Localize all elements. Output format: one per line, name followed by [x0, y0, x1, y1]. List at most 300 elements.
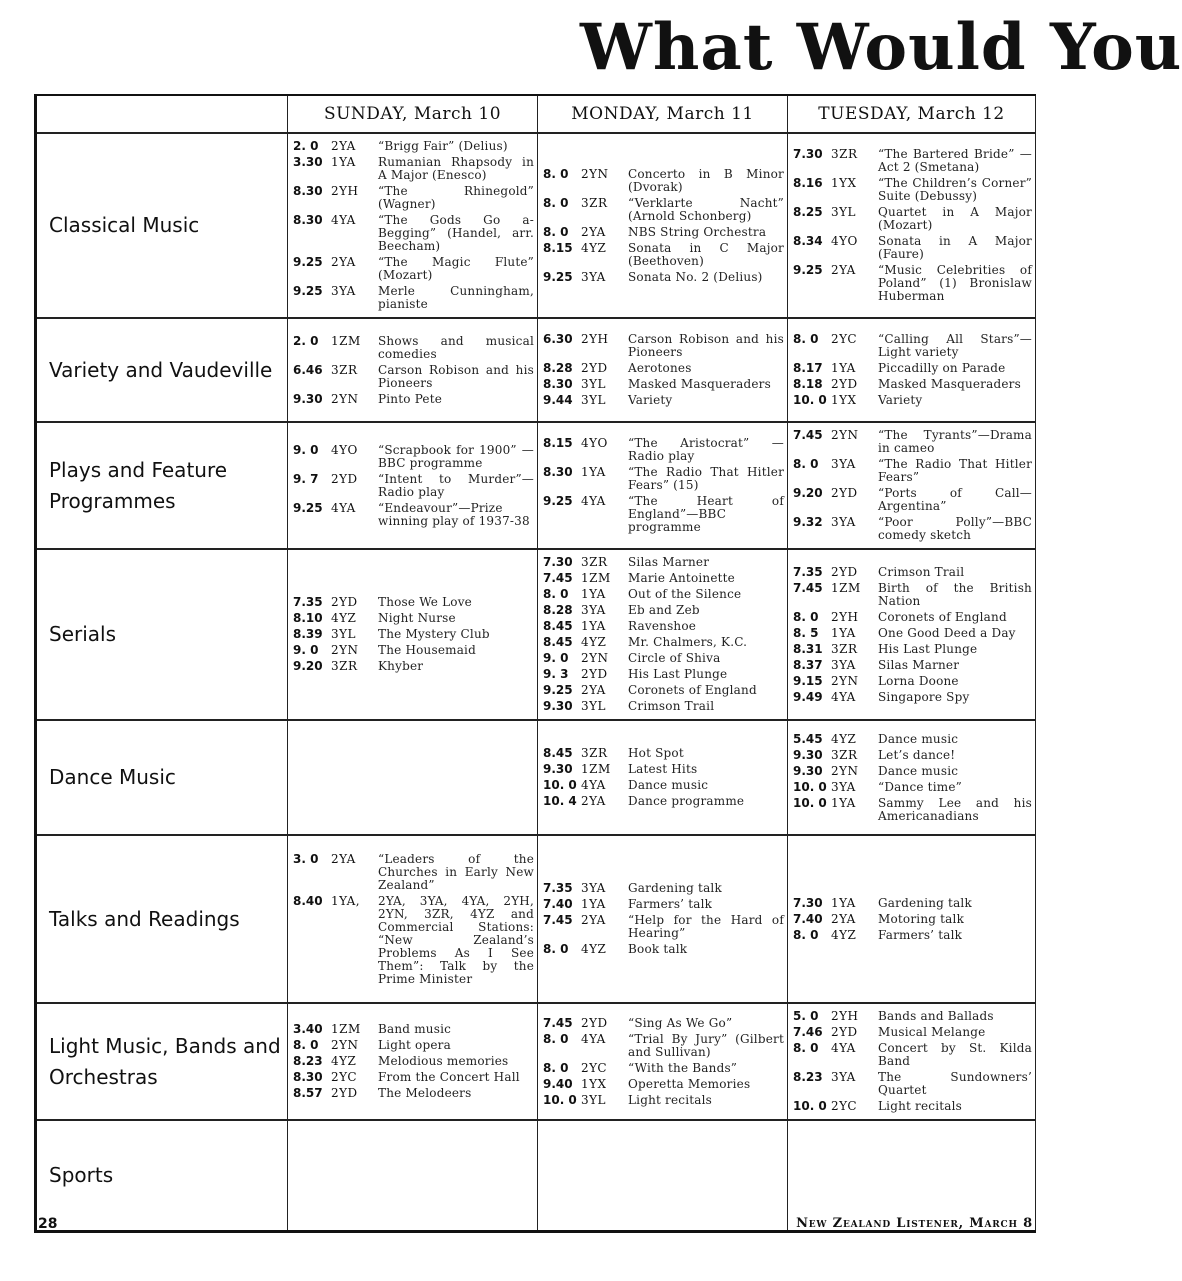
entry-time: 8. 0 [543, 224, 569, 239]
entry-programme: “Leaders of the Churches in Early New Zealand” [378, 851, 534, 892]
entry-programme: Marie Antoinette [628, 571, 735, 585]
entry-programme: Masked Masqueraders [628, 377, 771, 391]
entry-programme: The Melodeers [378, 1086, 472, 1100]
programme-entry [293, 1055, 534, 1068]
entry-station: 1ZM [581, 762, 611, 776]
programme-grid [34, 94, 1036, 1233]
entry-programme: “The Tyrants”—Drama in cameo [878, 428, 1032, 455]
entry-time: 9.15 [793, 673, 823, 688]
entry-time: 10. 0 [793, 795, 827, 810]
day-cell-monday [538, 422, 788, 549]
category-label: Dance Music [36, 720, 288, 835]
entry-station: 3YL [581, 393, 607, 407]
programme-entry [543, 556, 784, 569]
programme-entry [793, 394, 1032, 407]
entry-station: 4YO [581, 436, 608, 450]
entry-station: 2YC [581, 1060, 608, 1075]
day-cell-monday [538, 720, 788, 835]
entry-programme: “The Magic Flute” (Mozart) [378, 255, 534, 282]
entry-time: 3.40 [293, 1022, 323, 1036]
entry-station: 3YA [831, 457, 856, 471]
entry-programme: The Sundowners’ Quartet [878, 1070, 1032, 1097]
programme-entry [543, 271, 784, 284]
entry-time: 8.40 [293, 893, 323, 908]
entry-programme: Bands and Ballads [878, 1009, 994, 1023]
entry-station: 1YA [831, 361, 856, 375]
programme-entry [543, 242, 784, 268]
entry-station: 1YA [831, 625, 856, 640]
programme-entry [543, 779, 784, 792]
day-cell-sunday [288, 1003, 538, 1120]
programme-entry [793, 566, 1032, 579]
page-title: What Would You [580, 10, 1182, 85]
entry-programme: Dance music [628, 778, 709, 792]
entry-station: 4YZ [581, 240, 607, 255]
entry-time: 8.39 [293, 627, 323, 641]
programme-entry [793, 1042, 1032, 1068]
entry-station: 1ZM [331, 333, 361, 348]
day-cell-sunday [288, 1120, 538, 1231]
entry-time: 10. 0 [543, 1092, 577, 1107]
entry-station: 2YA [331, 851, 356, 866]
entry-time: 7.46 [793, 1025, 823, 1039]
entry-time: 7.45 [793, 580, 823, 595]
programme-entry [293, 1039, 534, 1052]
entry-programme: Let’s dance! [878, 747, 956, 762]
day-cell-tuesday [788, 549, 1036, 720]
programme-entry [293, 444, 534, 470]
entry-time: 6.46 [293, 362, 323, 377]
category-row [36, 1120, 1036, 1231]
entry-time: 8.23 [793, 1070, 823, 1084]
entry-time: 8.34 [793, 234, 823, 248]
entry-programme: Musical Melange [878, 1025, 986, 1039]
entry-station: 2YA [581, 683, 606, 697]
programme-entry [543, 620, 784, 633]
entry-programme: Carson Robison and his Pioneers [628, 332, 784, 359]
entry-time: 9.25 [293, 255, 323, 269]
entry-station: 2YA [581, 224, 606, 239]
entry-station: 2YD [831, 377, 858, 391]
entry-station: 3ZR [331, 362, 358, 377]
entry-programme: Piccadilly on Parade [878, 361, 1006, 375]
programme-entry [543, 1017, 784, 1030]
programme-entry [793, 675, 1032, 688]
entry-station: 2YN [331, 391, 359, 406]
entry-programme: Pinto Pete [378, 391, 443, 406]
entry-programme: Rumanian Rhapsody in A Major (Enesco) [378, 155, 534, 182]
entry-time: 8.30 [293, 213, 323, 227]
entry-time: 9.49 [793, 689, 823, 704]
programme-entry [793, 582, 1032, 608]
programme-entry [293, 156, 534, 182]
entry-time: 8.45 [543, 619, 573, 633]
entry-station: 2YC [831, 332, 858, 346]
entry-programme: “Endeavour”—Prize winning play of 1937-38 [378, 500, 530, 528]
entry-station: 1YX [831, 176, 857, 190]
day-cell-tuesday [788, 133, 1036, 318]
day-cell-sunday [288, 422, 538, 549]
category-row [36, 835, 1036, 1003]
entry-time: 7.30 [793, 895, 823, 910]
entry-station: 1YA [581, 465, 606, 479]
entry-station: 2YH [831, 1009, 859, 1023]
entry-time: 8.31 [793, 641, 823, 656]
programme-entry [543, 437, 784, 463]
entry-station: 2YA [331, 139, 356, 153]
entry-station: 1YA [831, 795, 856, 810]
entry-time: 3. 0 [293, 851, 319, 866]
category-row [36, 720, 1036, 835]
programme-entry [793, 378, 1032, 391]
entry-programme: Silas Marner [878, 657, 960, 672]
programme-entry [293, 393, 534, 406]
entry-time: 9. 0 [293, 442, 319, 457]
entry-station: 4YO [331, 442, 358, 457]
entry-station: 1YA [581, 619, 606, 633]
category-row [36, 422, 1036, 549]
entry-time: 9.30 [543, 699, 573, 713]
entry-station: 2YD [331, 471, 358, 486]
publication-line: New Zealand Listener, March 8 [796, 1216, 1033, 1231]
entry-programme: “The Radio That Hitler Fears” (15) [628, 465, 784, 492]
programme-entry [793, 516, 1032, 542]
programme-entry [793, 781, 1032, 794]
category-label: Serials [36, 549, 288, 720]
entry-station: 2YA [331, 255, 356, 269]
entry-station: 3YA [581, 603, 606, 617]
entry-time: 10. 0 [793, 1099, 827, 1113]
entry-time: 9.25 [293, 284, 323, 298]
entry-programme: Coronets of England [628, 683, 757, 697]
programme-entry [543, 588, 784, 601]
programme-entry [293, 214, 534, 253]
programme-entry [543, 700, 784, 713]
entry-time: 8.57 [293, 1086, 323, 1100]
entry-station: 4YZ [581, 942, 607, 956]
programme-entry [293, 628, 534, 641]
entry-time: 8.28 [543, 361, 573, 375]
entry-programme: “Music Celebrities of Poland” (1) Bronislaw Huberman [878, 263, 1032, 303]
day-cell-monday [538, 1120, 788, 1231]
entry-station: 2YD [831, 564, 858, 579]
entry-station: 2YN [831, 673, 859, 688]
entry-programme: “The Children’s Corner” Suite (Debussy) [878, 176, 1032, 203]
programme-entry [543, 1094, 784, 1107]
programme-entry [543, 898, 784, 911]
entry-time: 6.30 [543, 332, 573, 346]
category-label: Classical Music [36, 133, 288, 318]
programme-entry [543, 168, 784, 194]
programme-entry [293, 256, 534, 282]
entry-programme: Dance programme [628, 794, 745, 808]
entry-station: 4YZ [831, 731, 857, 746]
entry-station: 3YL [581, 377, 607, 391]
category-label: Plays and Feature Programmes [36, 422, 288, 549]
entry-station: 4YA [831, 689, 856, 704]
category-row [36, 318, 1036, 422]
day-cell-sunday [288, 133, 538, 318]
entry-time: 8. 0 [793, 609, 819, 624]
entry-programme: Shows and musical comedies [378, 333, 534, 361]
entry-station: 3ZR [831, 641, 858, 656]
programme-entry [793, 929, 1032, 942]
entry-time: 8. 0 [793, 332, 819, 346]
programme-entry [543, 1078, 784, 1091]
column-header-tuesday: TUESDAY, March 12 [788, 95, 1036, 133]
entry-time: 7.40 [793, 911, 823, 926]
entry-station: 4YA [581, 1031, 606, 1046]
category-row [36, 133, 1036, 318]
day-cell-tuesday [788, 1003, 1036, 1120]
programme-entry [793, 733, 1032, 746]
programme-entry [293, 895, 534, 986]
entry-station: 2YA [831, 911, 856, 926]
programme-entry [293, 473, 534, 499]
entry-time: 8.16 [793, 176, 823, 190]
entry-station: 2YH [331, 184, 359, 198]
entry-time: 9.30 [543, 762, 573, 776]
entry-programme: “Intent to Murder”—Radio play [378, 471, 534, 499]
programme-entry [293, 596, 534, 609]
entry-station: 3ZR [581, 195, 608, 210]
entry-time: 8. 0 [543, 942, 569, 956]
category-label: Talks and Readings [36, 835, 288, 1003]
entry-time: 7.35 [543, 881, 573, 895]
entry-programme: Band music [378, 1022, 452, 1036]
entry-programme: “Verklarte Nacht” (Arnold Schonberg) [628, 195, 784, 223]
entry-programme: Concerto in B Minor (Dvorak) [628, 166, 784, 194]
programme-entry [543, 226, 784, 239]
entry-station: 4YA [581, 494, 606, 508]
entry-station: 3ZR [581, 746, 608, 760]
entry-programme: NBS String Orchestra [628, 224, 767, 239]
entry-station: 3ZR [831, 747, 858, 762]
programme-entry [543, 763, 784, 776]
entry-programme: His Last Plunge [628, 667, 728, 681]
entry-time: 5. 0 [793, 1009, 819, 1023]
entry-programme: “The Heart of England”—BBC programme [628, 494, 784, 534]
entry-time: 9.25 [793, 263, 823, 277]
programme-entry [793, 797, 1032, 823]
entry-programme: Dance music [878, 731, 959, 746]
entry-station: 2YC [331, 1070, 358, 1084]
corner-cell [36, 95, 288, 133]
entry-time: 8. 0 [543, 166, 569, 181]
entry-station: 4YZ [831, 927, 857, 942]
category-label: Variety and Vaudeville [36, 318, 288, 422]
entry-station: 3ZR [581, 555, 608, 569]
day-cell-monday [538, 133, 788, 318]
entry-programme: “Sing As We Go” [628, 1015, 733, 1030]
entry-programme: Concert by St. Kilda Band [878, 1041, 1032, 1068]
day-cell-tuesday [788, 720, 1036, 835]
entry-programme: Merle Cunningham, pianiste [378, 284, 534, 311]
programme-entry [543, 394, 784, 407]
entry-station: 2YD [581, 361, 608, 375]
entry-time: 10. 0 [793, 779, 827, 794]
programme-entry [543, 333, 784, 359]
entry-programme: Eb and Zeb [628, 603, 700, 617]
entry-programme: Khyber [378, 659, 424, 673]
entry-time: 8.30 [293, 184, 323, 198]
entry-station: 2YA [581, 794, 606, 808]
programme-entry [543, 378, 784, 391]
header-row [36, 95, 1036, 133]
programme-entry [793, 1026, 1032, 1039]
entry-time: 8.15 [543, 240, 573, 255]
entry-time: 7.45 [543, 571, 573, 585]
page-number: 28 [38, 1216, 58, 1232]
entry-station: 3YA [831, 515, 856, 529]
entry-station: 3ZR [331, 659, 358, 673]
entry-station: 3YL [831, 205, 857, 219]
entry-time: 7.45 [543, 913, 573, 927]
programme-entry [543, 668, 784, 681]
programme-entry [293, 612, 534, 625]
entry-station: 2YD [581, 1015, 608, 1030]
entry-programme: Ravenshoe [628, 619, 697, 633]
entry-station: 3YL [331, 627, 357, 641]
entry-station: 2YD [331, 1086, 358, 1100]
day-cell-monday [538, 549, 788, 720]
programme-entry [793, 362, 1032, 375]
programme-entry [793, 487, 1032, 513]
programme-entry [543, 747, 784, 760]
entry-programme: Gardening talk [878, 895, 972, 910]
programme-entry [543, 882, 784, 895]
entry-station: 3YL [581, 699, 607, 713]
entry-programme: Crimson Trail [628, 699, 715, 713]
entry-programme: Variety [878, 393, 923, 407]
entry-time: 8.15 [543, 436, 573, 450]
entry-time: 9.25 [543, 269, 573, 284]
entry-programme: Sonata No. 2 (Delius) [628, 269, 763, 284]
entry-programme: “The Gods Go a-Begging” (Handel, arr. Beecham) [378, 213, 534, 253]
entry-station: 2YA [831, 263, 856, 277]
entry-programme: Light recitals [628, 1092, 713, 1107]
entry-station: 3YA [831, 657, 856, 672]
entry-time: 8. 5 [793, 625, 819, 640]
entry-time: 8. 0 [543, 195, 569, 210]
entry-time: 8.45 [543, 635, 573, 649]
entry-programme: 2YA, 3YA, 4YA, 2YH, 2YN, 3ZR, 4YZ and Commercial Stations: “New Zealand’s Problems As I See Them”: Talk by the Prime Minister [378, 893, 534, 986]
grid-body [36, 133, 1036, 1231]
entry-time: 9.25 [543, 494, 573, 508]
entry-programme: Latest Hits [628, 762, 698, 776]
entry-programme: “With the Bands” [628, 1060, 738, 1075]
entry-programme: “The Radio That Hitler Fears” [878, 457, 1032, 484]
entry-time: 9. 3 [543, 667, 569, 681]
entry-programme: The Mystery Club [378, 627, 490, 641]
category-row [36, 549, 1036, 720]
entry-time: 7.30 [793, 147, 823, 161]
programme-entry [293, 660, 534, 673]
programme-entry [793, 148, 1032, 174]
entry-programme: Hot Spot [628, 746, 684, 760]
entry-time: 7.30 [543, 555, 573, 569]
entry-programme: Out of the Silence [628, 587, 742, 601]
entry-programme: Book talk [628, 942, 688, 956]
programme-entry [793, 627, 1032, 640]
entry-station: 1YA, [331, 893, 361, 908]
entry-programme: Motoring talk [878, 911, 965, 926]
entry-station: 2YD [331, 595, 358, 609]
programme-entry [793, 765, 1032, 778]
entry-station: 2YN [331, 643, 359, 657]
day-cell-tuesday [788, 422, 1036, 549]
entry-programme: Farmers’ talk [878, 927, 963, 942]
entry-time: 7.35 [293, 595, 323, 609]
programme-entry [793, 458, 1032, 484]
entry-programme: Circle of Shiva [628, 651, 721, 665]
entry-station: 4YA [331, 213, 356, 227]
entry-programme: Crimson Trail [878, 564, 965, 579]
programme-entry [543, 1033, 784, 1059]
entry-time: 9. 0 [293, 643, 319, 657]
entry-station: 1YA [581, 587, 606, 601]
programme-entry [543, 636, 784, 649]
programme-entry [793, 643, 1032, 656]
entry-time: 10. 0 [543, 778, 577, 792]
programme-entry [793, 429, 1032, 455]
programme-entry [293, 285, 534, 311]
day-cell-monday [538, 1003, 788, 1120]
programme-entry [793, 177, 1032, 203]
entry-station: 4YO [831, 234, 858, 248]
entry-programme: Singapore Spy [878, 689, 970, 704]
programme-entry [293, 853, 534, 892]
day-cell-sunday [288, 835, 538, 1003]
programme-entry [543, 572, 784, 585]
entry-station: 2YD [581, 667, 608, 681]
entry-station: 3YA [581, 881, 606, 895]
entry-programme: The Housemaid [378, 643, 476, 657]
entry-programme: “Ports of Call—Argentina” [878, 486, 1032, 513]
entry-programme: Sonata in A Major (Faure) [878, 234, 1032, 261]
entry-programme: Aerotones [628, 361, 692, 375]
entry-time: 9.30 [793, 763, 823, 778]
category-row [36, 1003, 1036, 1120]
programme-entry [793, 749, 1032, 762]
entry-station: 1YX [831, 393, 857, 407]
day-cell-sunday [288, 549, 538, 720]
entry-station: 1YA [581, 897, 606, 911]
programme-entry [543, 795, 784, 808]
entry-time: 10. 4 [543, 794, 577, 808]
entry-time: 9.32 [793, 515, 823, 529]
day-cell-monday [538, 318, 788, 422]
entry-time: 8.30 [543, 465, 573, 479]
entry-station: 2YN [331, 1038, 359, 1052]
entry-time: 8.28 [543, 603, 573, 617]
programme-entry [793, 264, 1032, 303]
day-cell-sunday [288, 720, 538, 835]
entry-time: 8.45 [543, 746, 573, 760]
entry-time: 8.25 [793, 205, 823, 219]
entry-time: 8.10 [293, 611, 323, 625]
entry-programme: Dance music [878, 763, 959, 778]
entry-time: 8.30 [543, 377, 573, 391]
entry-programme: Farmers’ talk [628, 897, 713, 911]
entry-programme: “Brigg Fair” (Delius) [378, 139, 508, 153]
entry-time: 9.30 [793, 747, 823, 762]
programme-entry [543, 684, 784, 697]
entry-programme: Sonata in C Major (Beethoven) [628, 240, 784, 268]
programme-entry [293, 1023, 534, 1036]
entry-time: 9.25 [293, 500, 323, 515]
programme-entry [793, 1100, 1032, 1113]
